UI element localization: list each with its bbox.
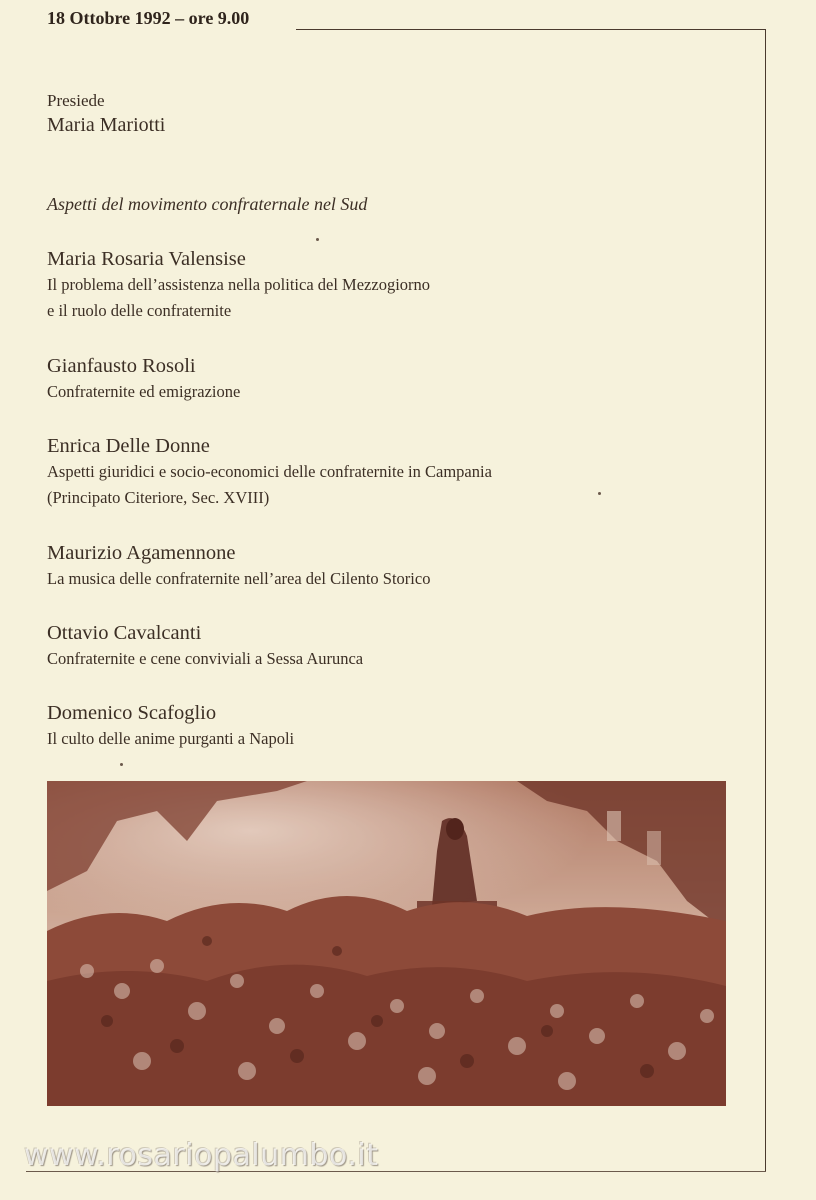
talk-title-line: e il ruolo delle confraternite [47,301,232,320]
print-speck [316,238,319,241]
print-speck [120,763,123,766]
talk-title-line: Confraternite e cene conviviali a Sessa Aurunca [47,649,364,668]
speaker-name: Gianfausto Rosoli [47,355,196,377]
talk-title-line: Aspetti giuridici e socio-economici delle confraternite in Campania [47,462,492,481]
frame-right-rule [765,29,766,1172]
chair-name: Maria Mariotti [47,114,166,136]
talk-item [47,353,240,405]
chair-role-label: Presiede [47,91,105,110]
print-speck [598,492,601,495]
procession-photo-image [47,781,726,1106]
section-title: Aspetti del movimento confraternale nel Sud [47,194,368,214]
talk-title-line: La musica delle confraternite nell’area del Cilento Storico [47,569,431,588]
talk-title-line: Il problema dell’assistenza nella politica del Mezzogiorno [47,275,431,294]
speaker-name: Maria Rosaria Valensise [47,248,246,270]
talk-item [47,700,294,752]
talk-item [47,433,492,511]
speaker-name: Enrica Delle Donne [47,435,210,457]
talk-title-line: (Principato Citeriore, Sec. XVIII) [47,488,270,507]
frame-top-rule [296,29,766,30]
talk-title-line: Il culto delle anime purganti a Napoli [47,729,295,748]
session-date-time: 18 Ottobre 1992 – ore 9.00 [47,8,250,28]
talk-item [47,246,430,324]
talk-item [47,620,363,672]
speaker-name: Domenico Scafoglio [47,702,217,724]
talk-item [47,540,430,592]
site-watermark: www.rosariopalumbo.it [24,1138,379,1173]
speaker-name: Maurizio Agamennone [47,542,236,564]
speaker-name: Ottavio Cavalcanti [47,622,202,644]
talk-title-line: Confraternite ed emigrazione [47,382,241,401]
procession-photo [47,781,726,1106]
